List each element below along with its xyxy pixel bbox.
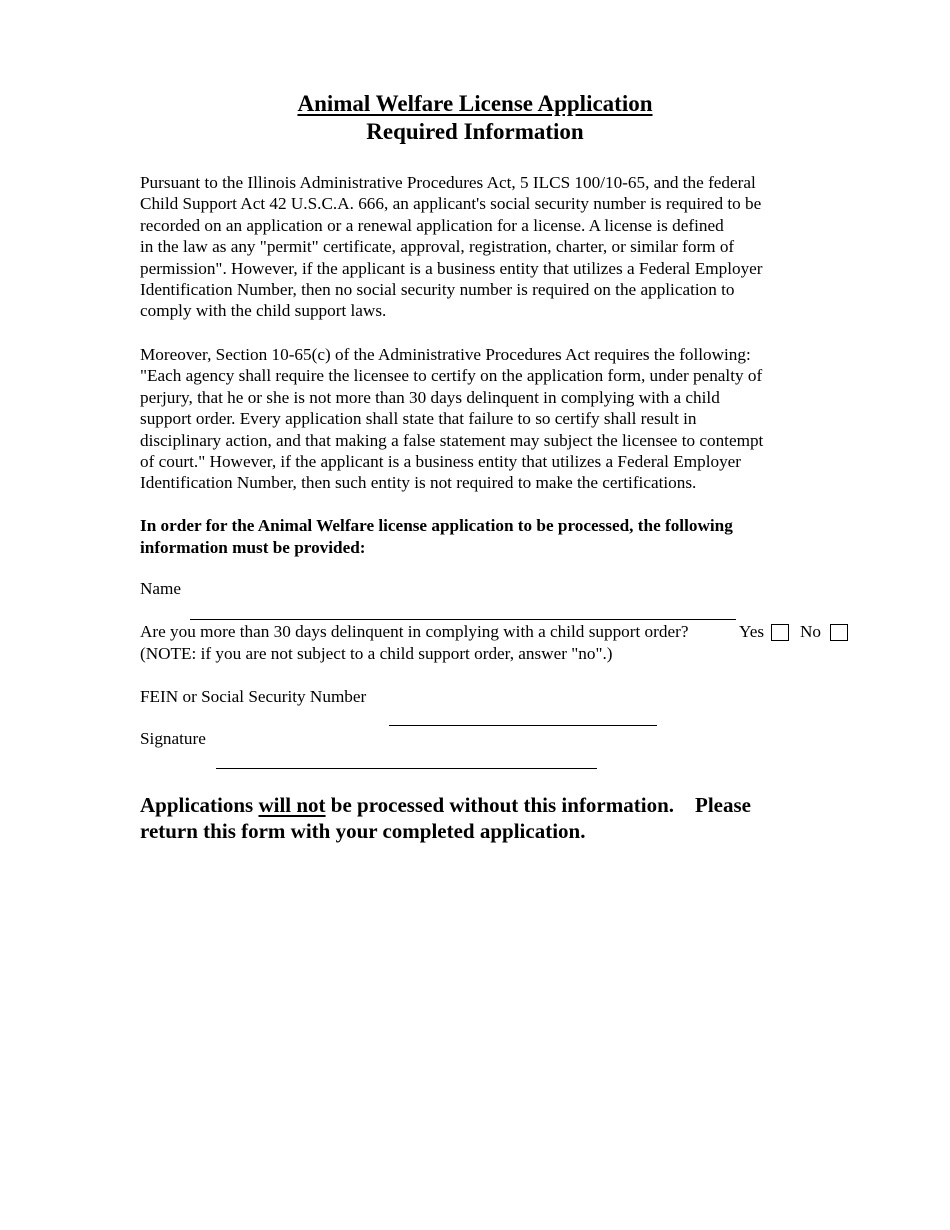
instruction-line: In order for the Animal Welfare license application to be processed, the following	[140, 516, 733, 535]
paragraph-line: of court." However, if the applicant is a business entity that utilizes a Federal Employer	[140, 452, 742, 472]
legal-paragraph-2	[140, 344, 830, 494]
paragraph-line: Identification Number, then such entity is not required to make the certifications.	[140, 473, 697, 493]
fein-ssn-field[interactable]	[389, 725, 657, 726]
no-checkbox[interactable]	[830, 624, 848, 641]
instruction-text	[140, 515, 840, 559]
child-support-note: (NOTE: if you are not subject to a child support order, answer "no".)	[140, 644, 613, 663]
page-subtitle: Required Information	[366, 119, 584, 144]
notice-line-2: return this form with your completed application.	[140, 819, 586, 843]
paragraph-line: disciplinary action, and that making a false statement may subject the licensee to contempt	[140, 430, 764, 450]
fein-ssn-label: FEIN or Social Security Number	[140, 687, 367, 706]
instruction-line: information must be provided:	[140, 538, 366, 557]
no-label: No	[800, 622, 822, 641]
notice-line-1	[140, 792, 840, 818]
yes-checkbox[interactable]	[771, 624, 789, 641]
yes-label: Yes	[739, 622, 765, 641]
name-field[interactable]	[190, 619, 736, 620]
paragraph-line: permission". However, if the applicant is a business entity that utilizes a Federal Employer	[140, 258, 763, 278]
paragraph-line: Identification Number, then no social security number is required on the application to	[140, 280, 735, 300]
paragraph-line: Child Support Act 42 U.S.C.A. 666, an applicant's social security number is required to be	[140, 194, 762, 214]
paragraph-line: recorded on an application or a renewal application for a license. A license is defined	[140, 215, 724, 235]
signature-field[interactable]	[216, 768, 597, 769]
delinquency-question: Are you more than 30 days delinquent in complying with a child support order?	[140, 622, 689, 641]
paragraph-line: comply with the child support laws.	[140, 301, 387, 321]
page-title: Animal Welfare License Application	[297, 91, 653, 116]
name-label: Name	[140, 579, 182, 598]
paragraph-line: Moreover, Section 10-65(c) of the Administrative Procedures Act requires the following:	[140, 345, 751, 364]
paragraph-line: perjury, that he or she is not more than 30 days delinquent in complying with a child	[140, 387, 720, 407]
notice-prefix: Applications	[140, 793, 259, 817]
will-not-emphasis: will not	[258, 793, 326, 817]
processing-notice	[140, 792, 840, 844]
signature-label: Signature	[140, 729, 206, 748]
paragraph-line: support order. Every application shall state that failure to so certify shall result in	[140, 409, 697, 429]
paragraph-line: "Each agency shall require the licensee to certify on the application form, under penalty of	[140, 366, 763, 386]
legal-paragraph-1	[140, 172, 830, 322]
paragraph-line: in the law as any "permit" certificate, approval, registration, charter, or similar form of	[140, 237, 735, 257]
notice-suffix: be processed without this information. Please	[325, 793, 751, 817]
paragraph-line: Pursuant to the Illinois Administrative Procedures Act, 5 ILCS 100/10-65, and the federal	[140, 173, 756, 192]
